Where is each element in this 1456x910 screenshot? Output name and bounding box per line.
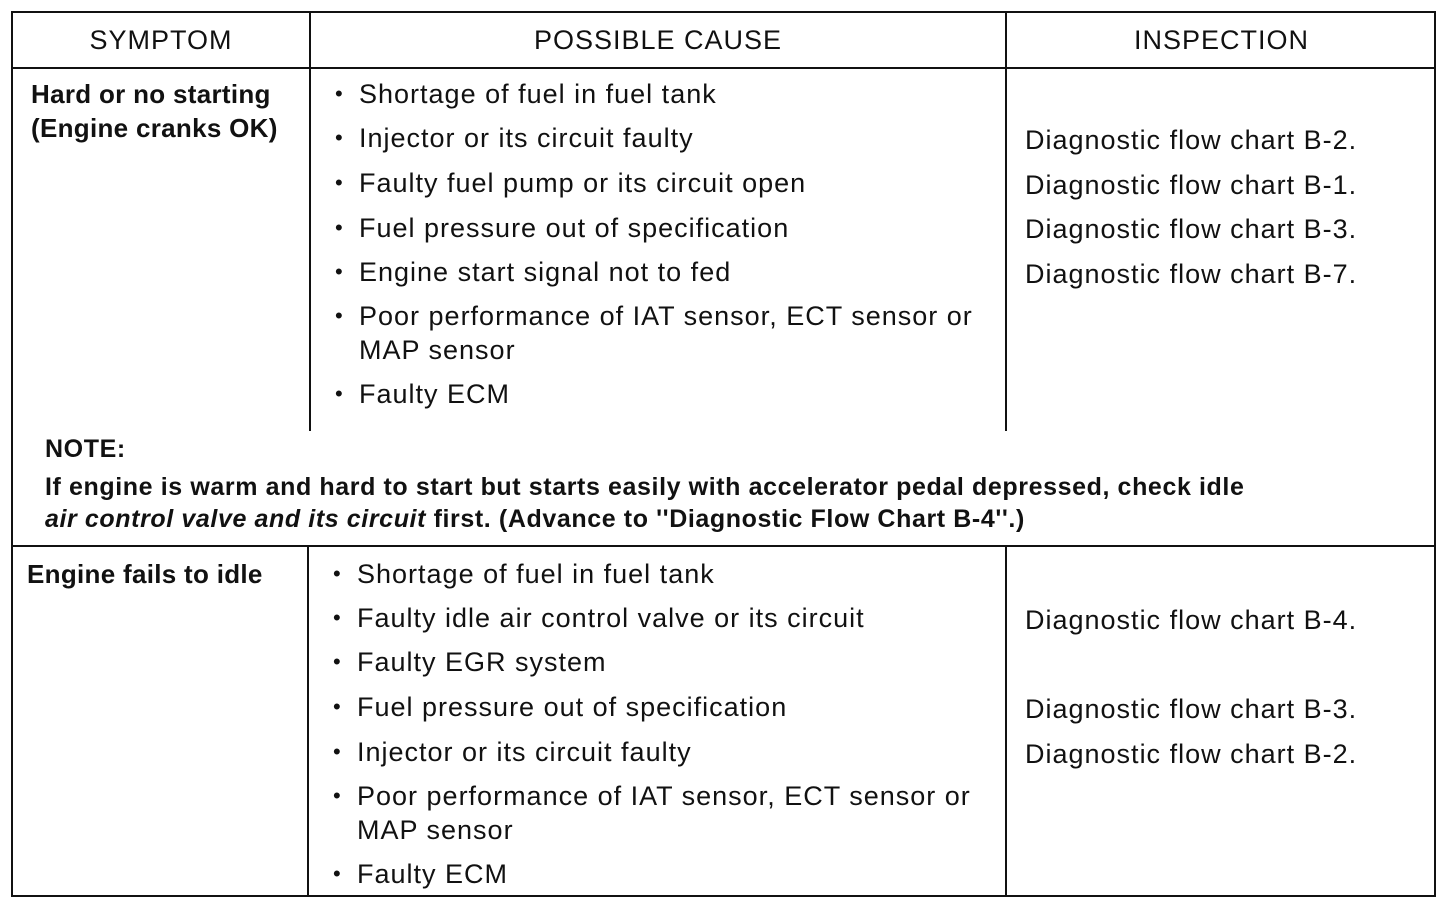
cause-item [329, 255, 1009, 289]
inspection-b2-idle: Diagnostic flow chart B-2. [1025, 739, 1358, 769]
note-title: NOTE: [45, 435, 126, 463]
cause-text: Faulty ECM [359, 379, 511, 409]
bullet-icon: • [335, 170, 344, 195]
symptom-fails-to-idle [27, 557, 263, 591]
cause-text: Faulty ECM [357, 859, 509, 889]
cause-text: Injector or its circuit faulty [359, 123, 694, 153]
header-possible-cause: POSSIBLE CAUSE [533, 24, 783, 55]
cause-item [327, 690, 1007, 724]
cause-item [327, 779, 1007, 847]
cause-text: Faulty idle air control valve or its circuit [357, 603, 865, 633]
cause-text: Shortage of fuel in fuel tank [359, 79, 717, 109]
bullet-icon: • [333, 561, 342, 586]
cause-item [329, 211, 1009, 245]
symptom-table [11, 11, 1436, 897]
bullet-icon: • [335, 215, 344, 240]
cause-item [327, 735, 1007, 769]
bullet-icon: • [333, 694, 342, 719]
cause-text: Engine start signal not to fed [359, 257, 732, 287]
cause-list-hard-starting [329, 77, 1009, 411]
inspection-b3-idle: Diagnostic flow chart B-3. [1025, 694, 1358, 724]
note-line-1: If engine is warm and hard to start but starts easily with accelerator pedal depressed, check idle [45, 473, 1245, 501]
cause-text: Shortage of fuel in fuel tank [357, 559, 715, 589]
cause-item [329, 377, 1009, 411]
cause-item [329, 166, 1009, 200]
cause-text: Faulty fuel pump or its circuit open [359, 168, 807, 198]
cause-text: Faulty EGR system [357, 647, 607, 677]
symptom-line: Hard or no starting [31, 79, 271, 109]
bullet-icon: • [333, 861, 342, 886]
bullet-icon: • [335, 81, 344, 106]
cause-item [329, 299, 1009, 367]
cause-item [327, 601, 1007, 635]
bullet-icon: • [335, 259, 344, 284]
col-divider-1-bottom [307, 545, 309, 895]
header-inspection: INSPECTION [1133, 24, 1310, 55]
note-rest-text: first. (Advance to ''Diagnostic Flow Chart B-4''.) [426, 505, 1025, 533]
cause-item [329, 77, 1009, 111]
cause-text: Fuel pressure out of specification [359, 213, 790, 243]
bullet-icon: • [333, 605, 342, 630]
cause-item [327, 557, 1007, 591]
bullet-icon: • [333, 649, 342, 674]
header-symptom: SYMPTOM [89, 24, 233, 55]
inspection-b4: Diagnostic flow chart B-4. [1025, 605, 1358, 635]
cause-list-fails-to-idle [327, 557, 1007, 891]
inspection-b3: Diagnostic flow chart B-3. [1025, 214, 1358, 244]
note-block [45, 433, 1420, 535]
cause-item [327, 857, 1007, 891]
cause-text: Poor performance of IAT sensor, ECT sensor or MAP sensor [359, 301, 973, 365]
note-line-2 [45, 503, 1420, 535]
inspection-b1: Diagnostic flow chart B-1. [1025, 170, 1358, 200]
inspection-b7: Diagnostic flow chart B-7. [1025, 259, 1358, 289]
note-italic-text: air control valve and its circuit [45, 505, 427, 533]
cause-text: Injector or its circuit faulty [357, 737, 692, 767]
bullet-icon: • [333, 783, 342, 808]
bullet-icon: • [333, 739, 342, 764]
note-divider [13, 545, 1434, 547]
symptom-line: (Engine cranks OK) [31, 113, 278, 143]
cause-text: Fuel pressure out of specification [357, 692, 788, 722]
bullet-icon: • [335, 125, 344, 150]
header-divider [13, 67, 1434, 69]
bullet-icon: • [335, 381, 344, 406]
col-divider-1-top [309, 13, 311, 431]
symptom-hard-starting [31, 77, 278, 145]
cause-item [327, 645, 1007, 679]
inspection-b2: Diagnostic flow chart B-2. [1025, 125, 1358, 155]
cause-text: Poor performance of IAT sensor, ECT sensor or MAP sensor [357, 781, 971, 845]
symptom-line: Engine fails to idle [27, 559, 263, 589]
bullet-icon: • [335, 303, 344, 328]
cause-item [329, 121, 1009, 155]
